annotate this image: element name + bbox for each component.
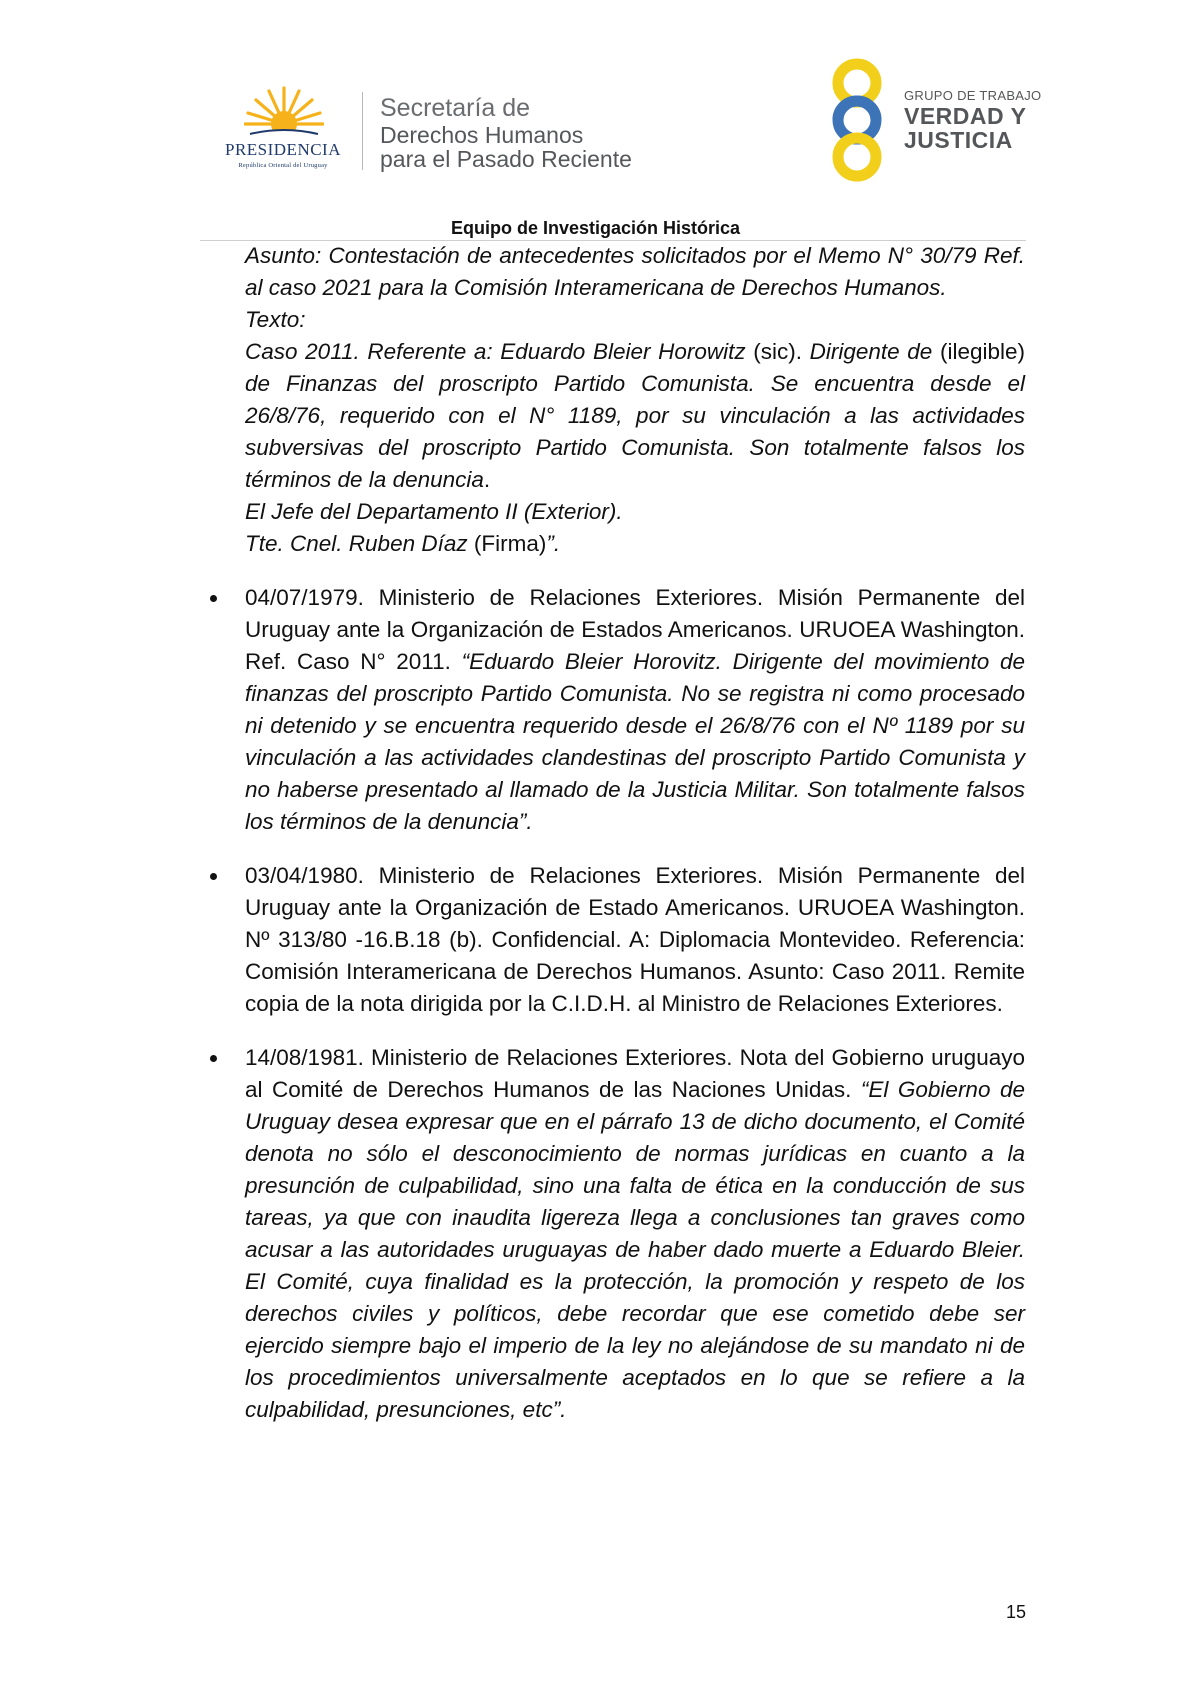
paragraph-gap [245,838,1025,860]
texto-label-paragraph [245,304,1025,336]
header-subtitle: Equipo de Investigación Histórica [450,218,741,238]
grupo-line-2: VERDAD Y [904,103,1027,129]
firma-paragraph [245,528,1025,560]
firma-name: Tte. Cnel. Ruben Díaz [245,531,468,556]
verdad-justicia-logo [820,58,1050,182]
caso-text-1: Caso 2011. Referente a: Eduardo Bleier Horowitz [245,339,746,364]
list-item [245,582,1025,838]
secretaria-line-1: Secretaría de [380,94,531,122]
firma-note: (Firma) [467,531,547,556]
caso-paragraph [245,336,1025,496]
logo-divider [362,92,363,170]
firma-end: ”. [546,531,561,556]
asunto-paragraph [245,240,1025,304]
ilegible-note: (ilegible) [932,339,1025,364]
jefe-paragraph [245,496,1025,528]
page-number: 15 [1005,1602,1026,1622]
caso-end: . [483,467,491,492]
secretaria-logo [380,94,632,171]
caso-text-3: de Finanzas del proscripto Partido Comunista. Se encuentra desde el 26/8/76, requerido con el N° 1189, por su vinculación a las actividades subversivas del proscripto Partido Comunista. Son totalmente falsos los términos de la denuncia [245,371,1025,492]
interlocked-rings-icon [820,58,894,182]
sun-icon [244,86,324,144]
secretaria-line-2: Derechos Humanos [380,122,584,148]
list-item-quote: “El Gobierno de Uruguay desea expresar que en el párrafo 13 de dicho documento, el Comité denota no sólo el desconocimiento de normas jurídicas en cuanto a la presunción de culpabilidad, sino una falta de ética en la conducción de sus tareas, ya que con inaudita ligereza llega a conclusiones tan graves como acusar a las autoridades uruguayas de haber dado muerte a Eduardo Bleier. El Comité, cuya finalidad es la protección, la promoción y respeto de los derechos civiles y políticos, debe recordar que ese cometido debe ser ejercido siempre bajo el imperio de la ley no alejándose de su mandato ni de los procedimientos universalmente aceptados en lo que se refiere a la culpabilidad, presunciones, etc”. [245,1077,1025,1422]
secretaria-line-3: para el Pasado Reciente [380,146,632,172]
paragraph-gap [245,560,1025,582]
asunto-text: Asunto: Contestación de antecedentes solicitados por el Memo N° 30/79 Ref. al caso 2021 para la Comisión Interamericana de Derechos Humanos. [245,243,1025,300]
texto-label: Texto: [245,307,306,332]
presidencia-name: PRESIDENCIA [224,140,341,159]
presidencia-subtitle: República Oriental del Uruguay [238,162,328,169]
sic-note: (sic). [745,339,810,364]
list-item-quote: “Eduardo Bleier Horovitz. Dirigente del movimiento de finanzas del proscripto Partido Comunista. No se registra ni como procesado ni detenido y se encuentra requerido desde el 26/8/76 con el Nº 1189 por su vinculación a las actividades clandestinas del proscripto Partido Comunista y no haberse presentado al llamado de la Justicia Militar. Son totalmente falsos los términos de la denuncia”. [245,649,1025,834]
document-body [245,240,1025,1426]
paragraph-gap [245,1020,1025,1042]
grupo-line-1: GRUPO DE TRABAJO [904,88,1042,103]
list-item-text: 04/07/1979. Ministerio de Relaciones Exteriores. Misión Permanente del Uruguay ante la Organización de Estados Americanos. URUOEA Washington. Ref. Caso N° 2011. [245,585,1025,674]
list-item-text: 03/04/1980. Ministerio de Relaciones Exteriores. Misión Permanente del Uruguay ante la Organización de Estado Americanos. URUOEA Washington. Nº 313/80 -16.B.18 (b). Confidencial. A: Diplomacia Montevideo. Referencia: Comisión Interamericana de Derechos Humanos. Asunto: Caso 2011. Remite copia de la nota dirigida por la C.I.D.H. al Ministro de Relaciones Exteriores. [245,863,1025,1016]
list-item [245,1042,1025,1426]
jefe-text: El Jefe del Departamento II (Exterior). [245,499,623,524]
caso-text-2: Dirigente de [809,339,933,364]
list-item-text: 14/08/1981. Ministerio de Relaciones Exteriores. Nota del Gobierno uruguayo al Comité de Derechos Humanos de las Naciones Unidas. [245,1045,1025,1102]
grupo-line-3: JUSTICIA [904,127,1013,153]
list-item [245,860,1025,1020]
verdad-justicia-text [904,88,1041,152]
presidencia-logo [208,86,358,172]
page-header [0,0,1191,240]
